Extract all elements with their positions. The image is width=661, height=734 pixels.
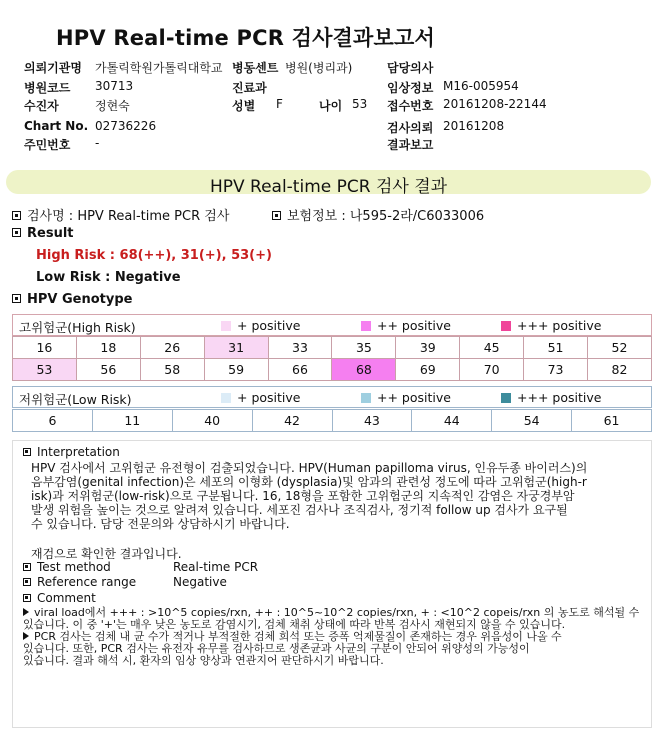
genotype-cell: 53	[13, 359, 77, 381]
test-name-line	[12, 205, 229, 224]
genotype-cell: 18	[76, 337, 140, 359]
genotype-cell: 66	[268, 359, 332, 381]
high-risk-result: High Risk : 68(++), 31(+), 53(+)	[36, 248, 272, 263]
square-bullet-icon	[23, 578, 31, 586]
genotype-cell: 44	[412, 410, 492, 432]
genotype-cell: 82	[588, 359, 652, 381]
genotype-cell: 45	[460, 337, 524, 359]
insurance-info: 보험정보 : 나595-2라/C6033006	[287, 209, 485, 224]
genotype-cell: 68	[332, 359, 396, 381]
legend-plus-plus-plus	[501, 318, 601, 333]
legend-swatch	[221, 321, 231, 331]
clinical-info-value: M16-005954	[443, 79, 519, 93]
genotype-cell: 73	[524, 359, 588, 381]
square-bullet-icon	[12, 211, 21, 220]
legend-swatch	[501, 393, 511, 403]
high-risk-label: 고위험군(High Risk)	[19, 320, 136, 335]
comment-text: PCR 검사는 검체 내 균 수가 적거나 부적절한 검체 희석 또는 증폭 억제물질이 존재하는 경우 위음성이 나올 수	[34, 630, 562, 643]
interpretation-line: 수 있습니다. 담당 전문의와 상담하시기 바랍니다.	[31, 517, 290, 531]
square-bullet-icon	[23, 563, 31, 571]
legend-label: ++ positive	[377, 318, 451, 333]
legend-plus-plus-plus	[501, 390, 601, 405]
interpretation-heading: Interpretation	[37, 445, 120, 459]
report-label: 결과보고	[387, 138, 434, 152]
square-bullet-icon	[12, 294, 21, 303]
genotype-cell: 16	[13, 337, 77, 359]
reference-range-value: Negative	[173, 575, 227, 589]
patient-label: 수진자	[24, 99, 59, 113]
request-date-label: 검사의뢰	[387, 121, 434, 135]
legend-plus-plus	[361, 318, 451, 333]
square-bullet-icon	[272, 211, 281, 220]
genotype-cell: 70	[460, 359, 524, 381]
genotype-cell: 40	[172, 410, 252, 432]
genotype-cell: 35	[332, 337, 396, 359]
genotype-cell: 69	[396, 359, 460, 381]
recheck-note: 재검으로 확인한 결과입니다.	[31, 547, 182, 561]
report-title: HPV Real-time PCR 검사결과보고서	[56, 26, 435, 50]
sex-value: F	[276, 97, 283, 111]
low-risk-genotype-table	[12, 409, 652, 432]
high-risk-legend	[12, 314, 652, 336]
test-method-line	[23, 560, 111, 574]
genotype-row	[13, 359, 652, 381]
hospital-code-label: 병원코드	[24, 81, 71, 95]
department-label: 진료과	[232, 81, 267, 95]
accession-label: 접수번호	[387, 99, 434, 113]
test-method-value: Real-time PCR	[173, 560, 259, 574]
genotype-heading: HPV Genotype	[27, 292, 133, 307]
genotype-cell: 43	[332, 410, 412, 432]
genotype-cell: 61	[572, 410, 652, 432]
comment-heading-line	[23, 591, 96, 605]
legend-label: +++ positive	[517, 390, 602, 405]
legend-label: + positive	[237, 318, 301, 333]
result-banner	[6, 170, 651, 197]
requesting-org-label: 의뢰기관명	[24, 61, 82, 75]
triangle-bullet-icon	[23, 632, 29, 640]
accession-value: 20161208-22144	[443, 97, 547, 111]
genotype-cell: 59	[204, 359, 268, 381]
request-date-value: 20161208	[443, 119, 505, 133]
genotype-cell: 11	[92, 410, 172, 432]
legend-swatch	[501, 321, 511, 331]
genotype-cell: 54	[492, 410, 572, 432]
test-name: 검사명 : HPV Real-time PCR 검사	[27, 209, 230, 224]
comment-heading: Comment	[37, 591, 96, 605]
reference-range-line	[23, 575, 136, 589]
square-bullet-icon	[23, 448, 31, 456]
genotype-row	[13, 337, 652, 359]
doctor-label: 담당의사	[387, 61, 434, 75]
genotype-cell: 58	[140, 359, 204, 381]
reference-range-label: Reference range	[37, 575, 137, 589]
genotype-row	[13, 410, 652, 432]
clinical-info-label: 임상정보	[387, 81, 434, 95]
resident-no-label: 주민번호	[24, 138, 71, 152]
legend-label: +++ positive	[517, 318, 602, 333]
insurance-line	[272, 205, 484, 224]
genotype-cell: 39	[396, 337, 460, 359]
legend-plus	[221, 318, 300, 333]
age-label: 나이	[319, 99, 343, 113]
genotype-cell: 6	[13, 410, 93, 432]
legend-label: ++ positive	[377, 390, 451, 405]
ward-value: 병원(병리과)	[285, 61, 353, 75]
genotype-cell: 33	[268, 337, 332, 359]
patient-name: 정현숙	[95, 99, 130, 113]
genotype-cell: 51	[524, 337, 588, 359]
genotype-cell: 42	[252, 410, 332, 432]
interpretation-line: 음부감염(genital infection)은 세포의 이형화 (dysplasia)및 암과의 관련성 정도에 따라 고위험군(high-r	[31, 475, 587, 489]
square-bullet-icon	[12, 228, 21, 237]
legend-label: + positive	[237, 390, 301, 405]
legend-swatch	[361, 393, 371, 403]
legend-swatch	[221, 393, 231, 403]
test-method-label: Test method	[37, 560, 111, 574]
low-risk-legend	[12, 386, 652, 408]
interpretation-line: isk)과 저위험군(low-risk)으로 구분됩니다. 16, 18형을 포함한 고위험군의 지속적인 감염은 자궁경부암	[31, 489, 575, 503]
interpretation-line: 발생 위험을 높이는 것으로 알려져 있습니다. 세포진 검사나 조직검사, 정기적 follow up 검사가 요구될	[31, 503, 568, 517]
legend-plus	[221, 390, 300, 405]
comment-line: 있습니다. 또한, PCR 검사는 유전자 유무를 검사하므로 생존균과 사균의 구분이 안되어 위양성의 가능성이	[23, 642, 530, 655]
banner-title: HPV Real-time PCR 검사 결과	[209, 177, 448, 197]
result-heading: Result	[27, 226, 74, 241]
interpretation-line: HPV 검사에서 고위험군 유전형이 검출되었습니다. HPV(Human papilloma virus, 인유두종 바이러스)의	[31, 461, 588, 475]
genotype-cell: 26	[140, 337, 204, 359]
interpretation-box	[12, 440, 652, 728]
chart-no-value: 02736226	[95, 119, 157, 133]
comment-text: viral load에서 +++ : >10^5 copies/rxn, ++ : 10^5~10^2 copies/rxn, + : <10^2 copeis/rxn 의 농도로 해석될 수	[34, 606, 640, 619]
ward-label: 병동센트	[232, 61, 279, 75]
low-risk-label: 저위험군(Low Risk)	[19, 392, 132, 407]
triangle-bullet-icon	[23, 608, 29, 616]
genotype-heading-line	[12, 292, 132, 307]
age-value: 53	[352, 97, 368, 111]
legend-plus-plus	[361, 390, 451, 405]
low-risk-result: Low Risk : Negative	[36, 270, 181, 285]
comment-line: 있습니다. 결과 해석 시, 환자의 임상 양상과 연관지어 판단하시기 바랍니다.	[23, 654, 384, 667]
requesting-org-value: 가톨릭학원가톨릭대학교	[95, 61, 223, 75]
square-bullet-icon	[23, 594, 31, 602]
legend-swatch	[361, 321, 371, 331]
genotype-cell: 56	[76, 359, 140, 381]
result-heading-line	[12, 226, 74, 241]
interpretation-heading-line	[23, 445, 120, 459]
hospital-code-value: 30713	[95, 79, 134, 93]
genotype-cell: 52	[588, 337, 652, 359]
sex-label: 성별	[232, 99, 256, 113]
chart-no-label: Chart No.	[24, 119, 89, 133]
high-risk-genotype-table	[12, 336, 652, 381]
genotype-cell: 31	[204, 337, 268, 359]
comment-line: 있습니다. 이 중 '+'는 매우 낮은 농도로 감염시기, 검체 채취 상태에 따라 반복 검사시 재현되지 않을 수 있습니다.	[23, 618, 566, 631]
resident-no-value: -	[95, 136, 100, 150]
